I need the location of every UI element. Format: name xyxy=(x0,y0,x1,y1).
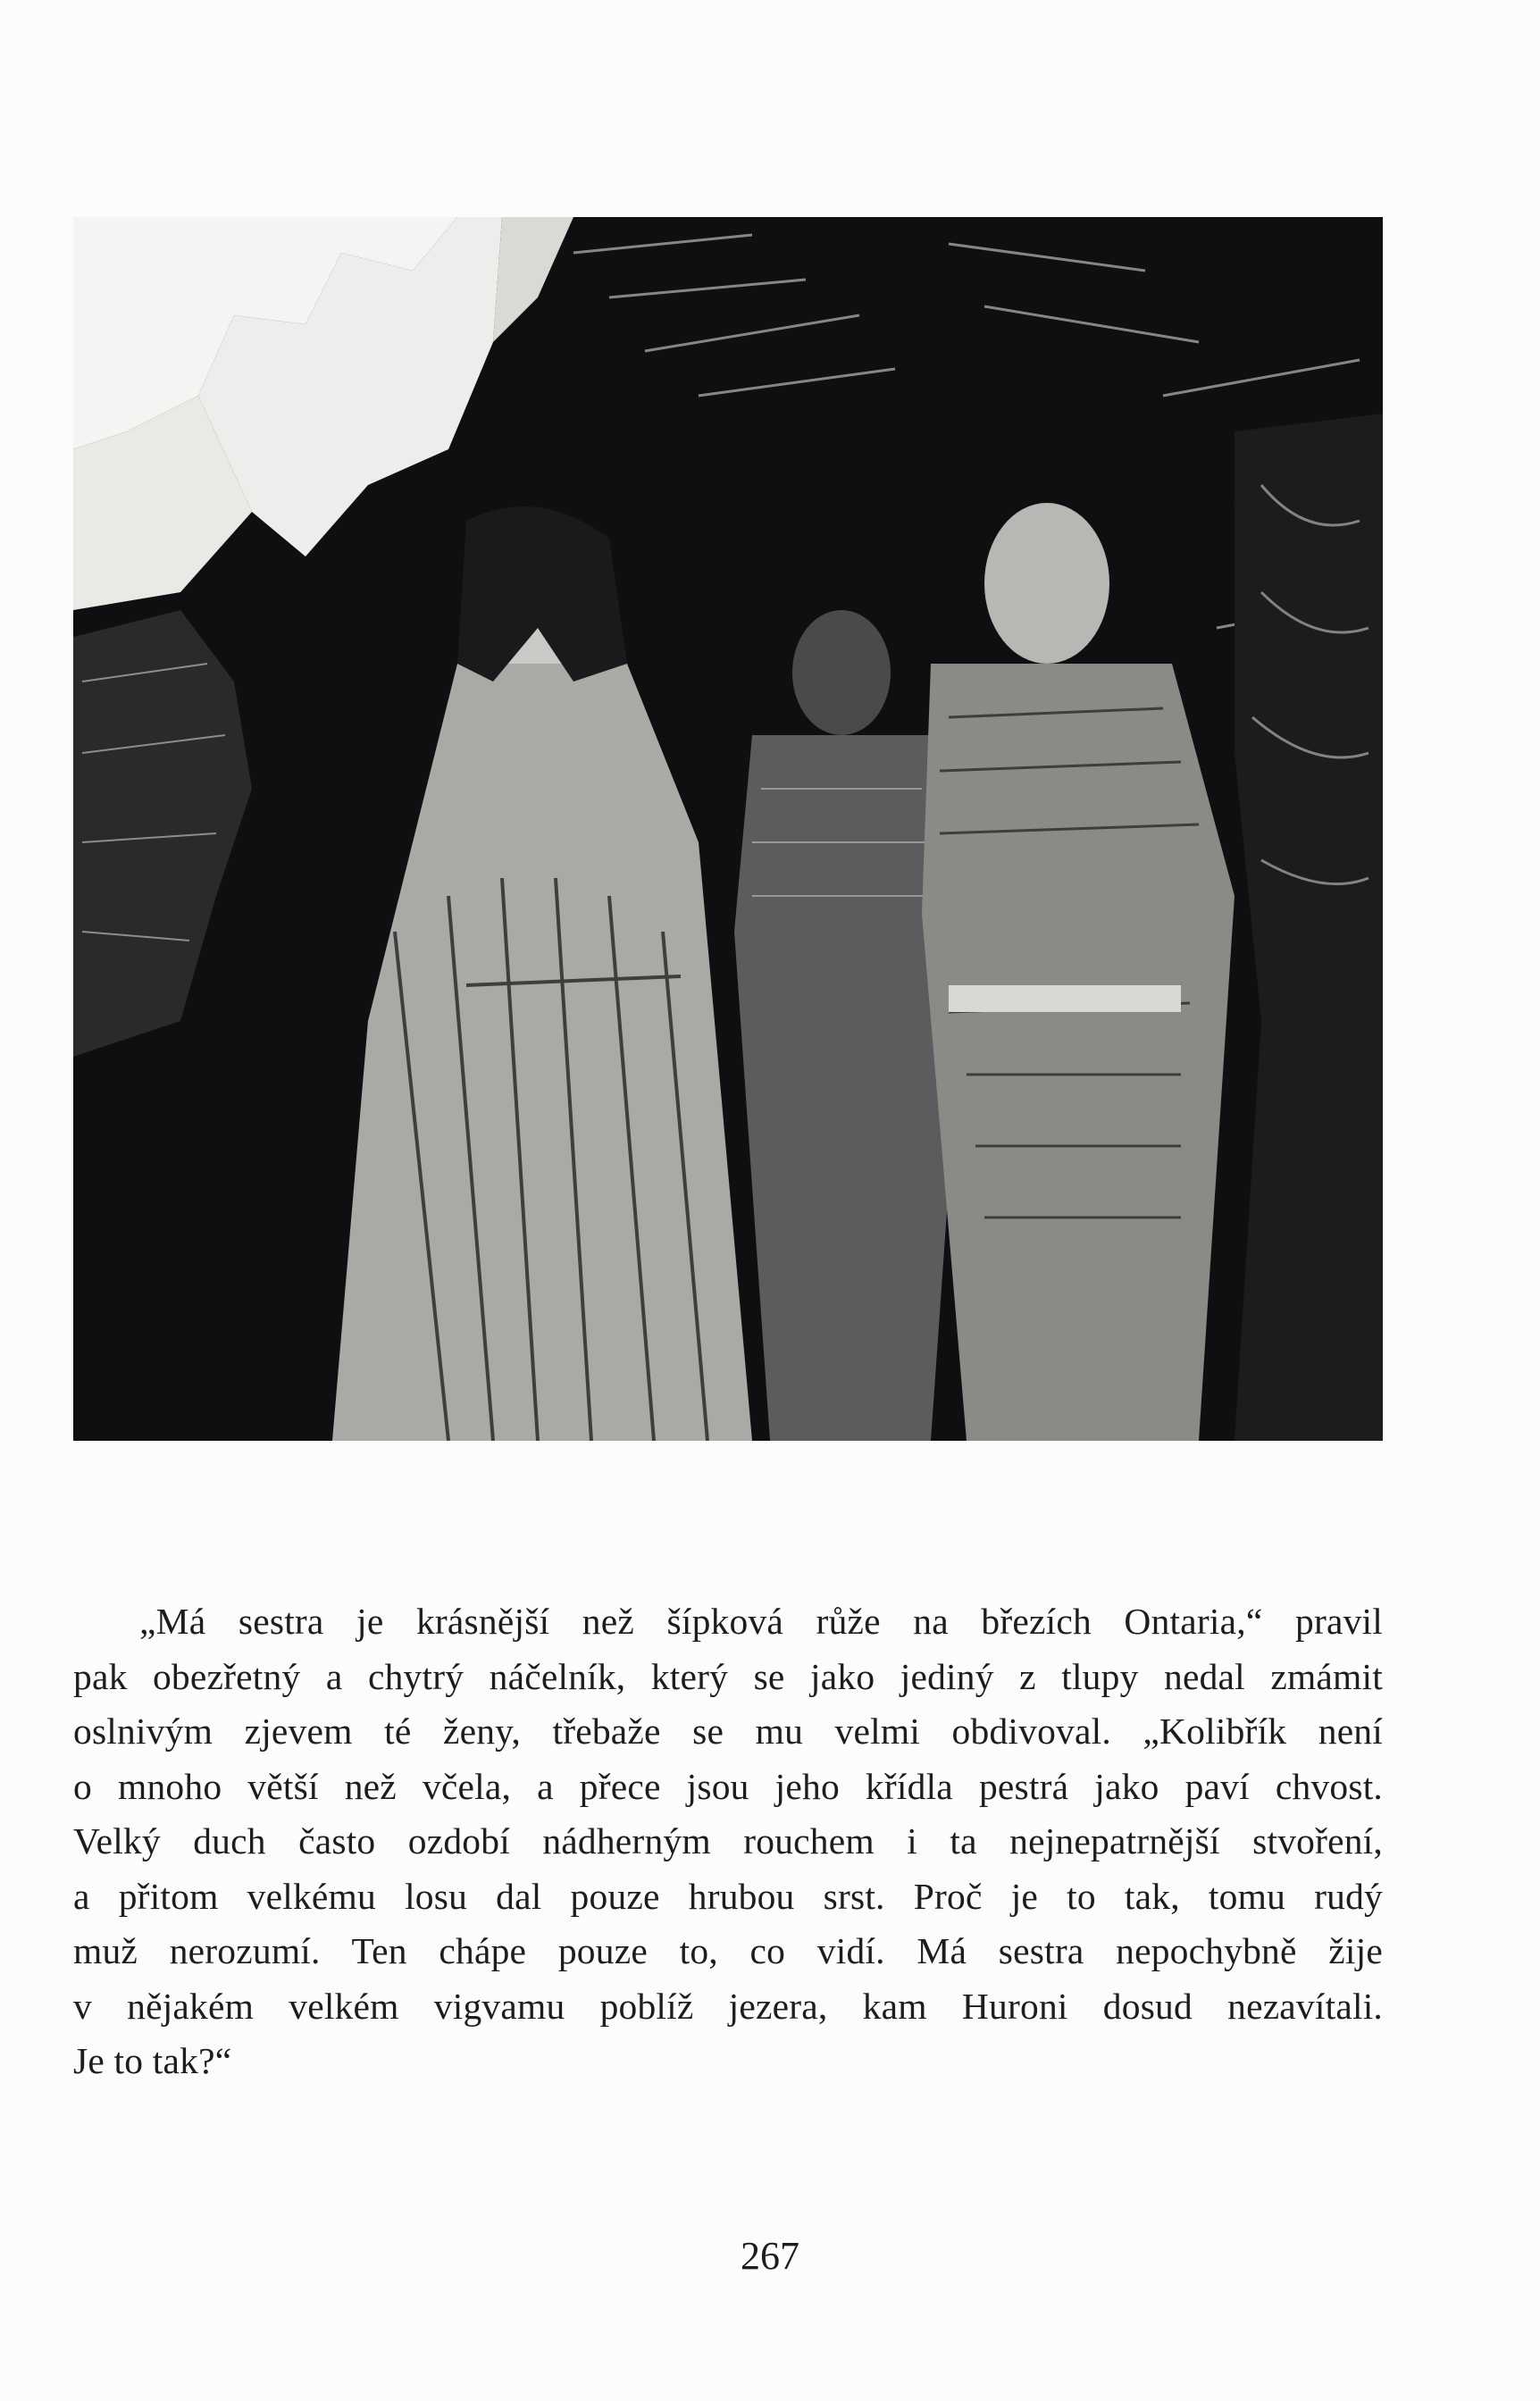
woodcut-artwork xyxy=(73,217,1383,1441)
text-line: Velký duch často ozdobí nádherným rouchem i ta nejnepatrnější stvoření, xyxy=(73,1820,1383,1861)
text-line: Je to tak?“ xyxy=(73,2040,232,2081)
body-paragraph xyxy=(73,1594,1383,2089)
page-number: 267 xyxy=(741,2234,799,2278)
text-line: v nějakém velkém vigvamu poblíž jezera, kam Huroni dosud nezavítali. xyxy=(73,1985,1383,2027)
text-line: oslnivým zjevem té ženy, třebaže se mu velmi obdivoval. „Kolibřík není xyxy=(73,1711,1383,1752)
illustration-woodcut xyxy=(73,217,1383,1441)
text-line: a přitom velkému losu dal pouze hrubou srst. Proč je to tak, tomu rudý xyxy=(73,1875,1383,1917)
text-line: „Má sestra je krásnější než šípková růže na březích Ontaria,“ pravil xyxy=(139,1601,1383,1642)
text-line: o mnoho větší než včela, a přece jsou jeho křídla pestrá jako paví chvost. xyxy=(73,1765,1383,1807)
text-line: pak obezřetný a chytrý náčelník, který se jako jediný z tlupy nedal zmámit xyxy=(73,1655,1383,1697)
text-line: muž nerozumí. Ten chápe pouze to, co vidí. Má sestra nepochybně žije xyxy=(73,1930,1383,1971)
